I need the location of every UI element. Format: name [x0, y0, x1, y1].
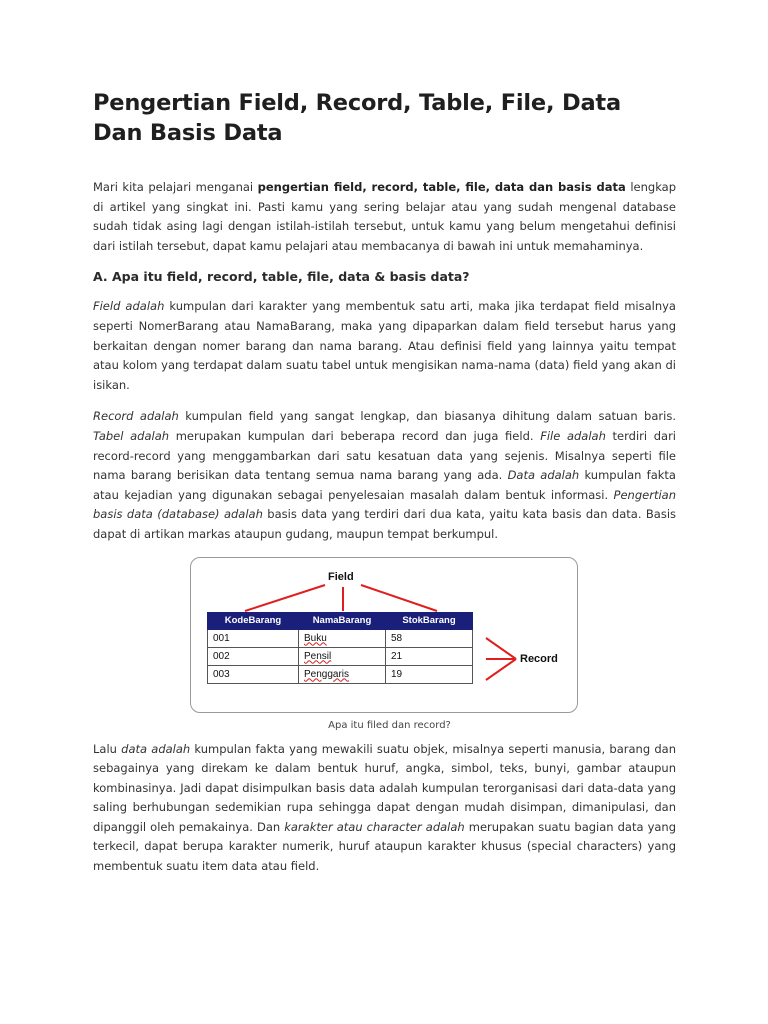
table-cell-text: Penggaris	[304, 668, 350, 680]
record-label: Record	[520, 652, 558, 665]
record-term: Record adalah	[93, 409, 179, 424]
table-header-row	[208, 612, 473, 629]
field-arrow-right	[361, 585, 437, 611]
table-header: KodeBarang	[208, 612, 299, 629]
figure-caption: Apa itu filed dan record?	[328, 719, 451, 731]
data-definition: kumpulan fakta atau kejadian yang digunakan sebagai penyelesaian masalah dalam bentuk informasi.	[93, 468, 676, 502]
page-title	[93, 88, 676, 148]
table-cell: 21	[386, 647, 473, 665]
intro-bold-terms: pengertian field, record, table, file, data dan basis data	[257, 180, 626, 194]
database-term: Pengertian basis data (database) adalah	[93, 487, 676, 522]
table-definition: merupakan kumpulan dari beberapa record dan juga field.	[169, 428, 541, 443]
table-cell: 003	[208, 665, 299, 683]
table-row	[208, 665, 473, 683]
data-text-start: Lalu	[93, 741, 122, 756]
file-definition: terdiri dari record-record yang menggambarkan dari satu kesatuan data yang sejenis. Misalnya seperti file nama barang berisikan data tentang semua nama barang yang ada.	[93, 428, 677, 483]
title-line-1: Pengertian Field, Record, Table, File, Data	[93, 90, 621, 116]
data-term: Data adalah	[507, 468, 580, 483]
intro-text-start: Mari kita pelajari menganai	[93, 180, 258, 194]
data-term: data adalah	[121, 741, 191, 756]
data-paragraph	[93, 740, 676, 877]
record-paragraph	[93, 407, 676, 544]
table-header: StokBarang	[386, 612, 473, 629]
field-label: Field	[328, 570, 354, 583]
field-arrow-left	[245, 585, 325, 611]
record-definition: kumpulan field yang sangat lengkap, dan biasanya dihitung dalam satuan baris.	[178, 409, 676, 424]
field-paragraph	[93, 297, 676, 395]
character-term: karakter atau character adalah	[284, 819, 465, 834]
character-definition: merupakan suatu bagian data yang terkecil, dapat berupa karakter numerik, huruf ataupun karakter khusus (special characters) yang membentuk suatu item data atau field.	[93, 819, 677, 874]
table-cell: 58	[386, 629, 473, 647]
field-definition: kumpulan dari karakter yang membentuk satu arti, maka jika terdapat field misalnya seperti NomerBarang atau NamaBarang, maka yang dipaparkan dalam field tersebut harus yang berkaitan dengan nomer barang dan nama barang. Atau definisi field yang lainnya yaitu tempat atau kolom yang terdapat dalam suatu tabel untuk mengisikan nama-nama (data) field yang akan di isikan.	[93, 299, 676, 392]
field-record-diagram	[190, 557, 578, 713]
field-term: Field adalah	[93, 299, 165, 314]
record-arrow-bottom	[486, 659, 516, 680]
section-heading-a: A. Apa itu field, record, table, file, data & basis data?	[93, 269, 470, 285]
intro-paragraph	[93, 178, 676, 256]
title-line-2: Dan Basis Data	[93, 120, 283, 146]
database-definition: basis data yang terdiri dari dua kata, yaitu kata basis dan data. Basis dapat di artikan markas ataupun gudang, maupun tempat berkumpul.	[93, 507, 677, 541]
record-arrow-top	[486, 638, 516, 659]
data-definition: kumpulan fakta yang mewakili suatu objek, misalnya seperti manusia, barang dan sebagainya yang direkam ke dalam bentuk huruf, angka, simbol, teks, bunyi, gambar ataupun kombinasinya. Jadi dapat disimpulkan basis data adalah kumpulan terorganisasi dari data-data yang saling berhubungan sedemikian rupa sehingga dapat dengan mudah disimpan, dimanipulasi, dan dipanggil oleh pemakainya. Dan	[93, 741, 676, 834]
file-term: File adalah	[540, 428, 606, 443]
article	[93, 88, 676, 877]
table-term: Tabel adalah	[93, 428, 170, 443]
barang-table	[207, 612, 473, 684]
intro-text-end: lengkap di artikel yang singkat ini. Pasti kamu yang sering belajar atau yang sudah mengenal database sudah tidak asing lagi dengan istilah-istilah tersebut, untuk kamu yang belum mengetahui definisi dari istilah tersebut, dapat kamu pelajari atau membacanya di bawah ini untuk memahaminya.	[93, 180, 677, 253]
table-cell: 19	[386, 665, 473, 683]
table-cell-text: Buku	[304, 632, 327, 644]
table-cell: 002	[208, 647, 299, 665]
table-cell	[299, 647, 386, 665]
table-cell	[299, 665, 386, 683]
table-row	[208, 647, 473, 665]
table-cell	[299, 629, 386, 647]
table-cell: 001	[208, 629, 299, 647]
table-header: NamaBarang	[299, 612, 386, 629]
table-cell-text: Pensil	[304, 650, 332, 662]
table-row	[208, 629, 473, 647]
